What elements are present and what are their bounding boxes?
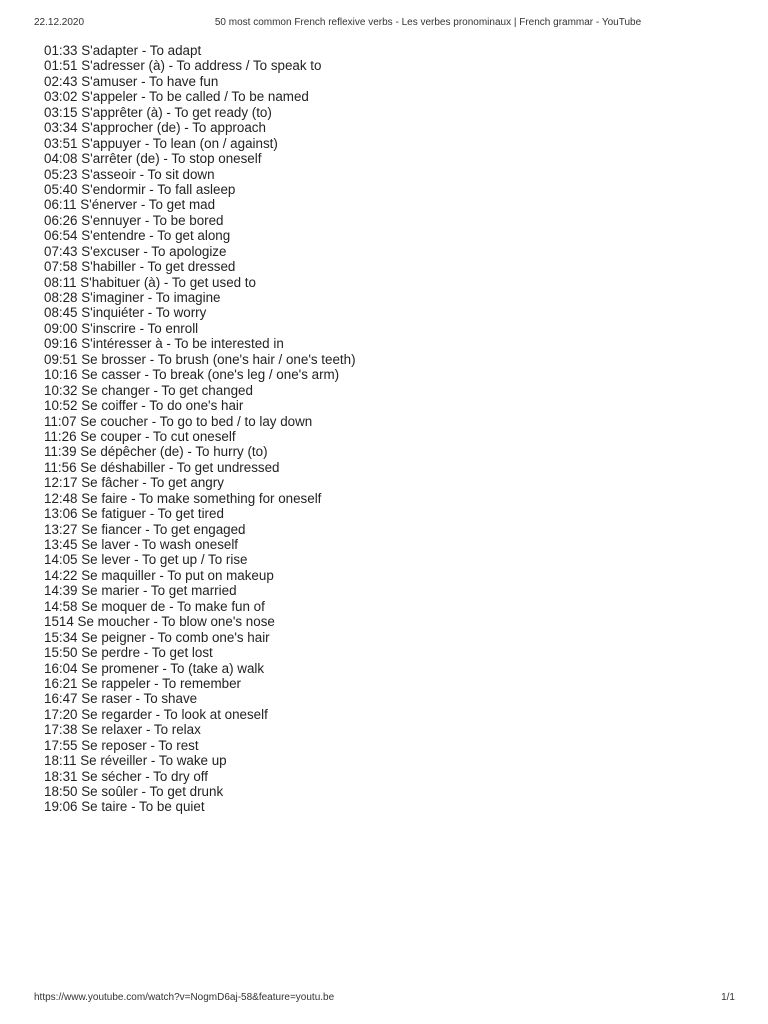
- list-item: 03:51 S'appuyer - To lean (on / against): [44, 135, 278, 151]
- list-item: 16:47 Se raser - To shave: [44, 691, 198, 707]
- list-item: 05:40 S'endormir - To fall asleep: [44, 181, 236, 197]
- list-item: 12:48 Se faire - To make something for oneself: [44, 490, 322, 506]
- list-item: 18:11 Se réveiller - To wake up: [44, 753, 227, 769]
- list-item: 09:51 Se brosser - To brush (one's hair / one's teeth): [44, 351, 356, 367]
- list-item: 09:16 S'intéresser à - To be interested in: [44, 336, 284, 352]
- list-item: 13:06 Se fatiguer - To get tired: [44, 506, 224, 522]
- list-item: 05:23 S'asseoir - To sit down: [44, 166, 215, 182]
- list-item: 17:20 Se regarder - To look at oneself: [44, 706, 268, 722]
- list-item: 01:51 S'adresser (à) - To address / To speak to: [44, 58, 322, 74]
- list-item: 13:27 Se fiancer - To get engaged: [44, 521, 246, 537]
- list-item: 12:17 Se fâcher - To get angry: [44, 475, 224, 491]
- page-number: 1/1: [721, 992, 735, 1003]
- list-item: 15:50 Se perdre - To get lost: [44, 645, 213, 661]
- list-item: 02:43 S'amuser - To have fun: [44, 73, 219, 89]
- list-item: 18:31 Se sécher - To dry off: [44, 768, 209, 784]
- list-item: 08:45 S'inquiéter - To worry: [44, 305, 207, 321]
- list-item: 08:11 S'habituer (à) - To get used to: [44, 274, 256, 290]
- list-item: 14:58 Se moquer de - To make fun of: [44, 598, 265, 614]
- list-item: 11:07 Se coucher - To go to bed / to lay down: [44, 413, 313, 429]
- list-item: 14:22 Se maquiller - To put on makeup: [44, 567, 274, 583]
- list-item: 07:58 S'habiller - To get dressed: [44, 259, 236, 275]
- list-item: 08:28 S'imaginer - To imagine: [44, 290, 221, 305]
- list-item: 09:00 S'inscrire - To enroll: [44, 320, 199, 336]
- list-item: 03:02 S'appeler - To be called / To be named: [44, 89, 309, 105]
- list-item: 01:33 S'adapter - To adapt: [44, 43, 202, 58]
- list-item: 03:34 S'approcher (de) - To approach: [44, 120, 266, 136]
- list-item: 10:32 Se changer - To get changed: [44, 382, 253, 398]
- source-url: https://www.youtube.com/watch?v=NogmD6aj-58&feature=youtu.be: [34, 992, 335, 1003]
- list-item: 16:04 Se promener - To (take a) walk: [44, 660, 265, 676]
- list-item: 1514 Se moucher - To blow one's nose: [44, 614, 275, 630]
- list-item: 15:34 Se peigner - To comb one's hair: [44, 629, 270, 645]
- list-item: 10:52 Se coiffer - To do one's hair: [44, 398, 244, 414]
- list-item: 07:43 S'excuser - To apologize: [44, 243, 227, 259]
- list-item: 17:55 Se reposer - To rest: [44, 737, 199, 753]
- list-item: 06:54 S'entendre - To get along: [44, 228, 231, 244]
- list-item: 11:39 Se dépêcher (de) - To hurry (to): [44, 444, 268, 460]
- list-item: 18:50 Se soûler - To get drunk: [44, 784, 224, 799]
- list-item: 17:38 Se relaxer - To relax: [44, 722, 201, 738]
- list-item: 19:06 Se taire - To be quiet: [44, 799, 205, 815]
- print-date: 22.12.2020: [34, 17, 85, 28]
- list-item: 06:26 S'ennuyer - To be bored: [44, 212, 224, 228]
- list-item: 13:45 Se laver - To wash oneself: [44, 537, 239, 552]
- list-item: 06:11 S'énerver - To get mad: [44, 197, 216, 213]
- list-item: 04:08 S'arrêter (de) - To stop oneself: [44, 151, 262, 167]
- list-item: 14:05 Se lever - To get up / To rise: [44, 552, 248, 568]
- list-item: 16:21 Se rappeler - To remember: [44, 675, 241, 691]
- verb-list: [44, 43, 356, 815]
- list-item: 11:56 Se déshabiller - To get undressed: [44, 459, 280, 475]
- list-item: 10:16 Se casser - To break (one's leg / one's arm): [44, 367, 340, 383]
- page-title: 50 most common French reflexive verbs - Les verbes pronominaux | French grammar - YouTube: [214, 17, 642, 28]
- list-item: 11:26 Se couper - To cut oneself: [44, 428, 236, 444]
- list-item: 03:15 S'apprêter (à) - To get ready (to): [44, 104, 272, 120]
- list-item: 14:39 Se marier - To get married: [44, 583, 237, 599]
